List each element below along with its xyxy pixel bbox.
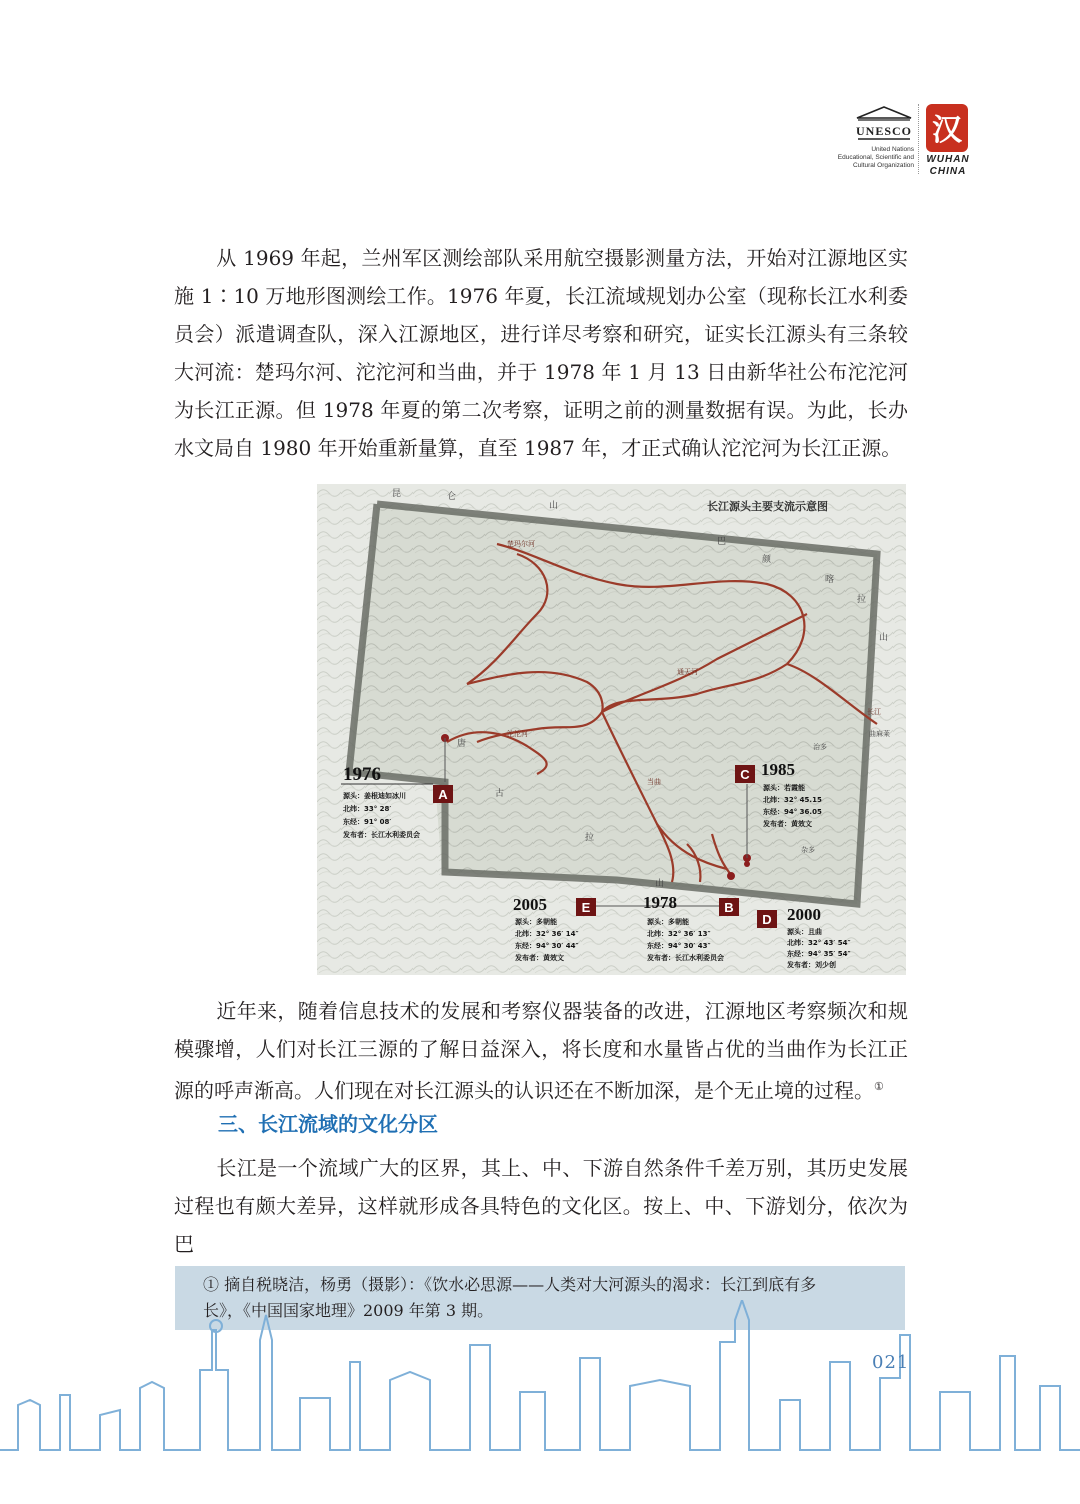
svg-text:北纬：32° 45.15: 北纬：32° 45.15 bbox=[763, 796, 822, 804]
map-label-dangqu: 当曲 bbox=[647, 778, 661, 786]
map-label-changjiang: 长江 bbox=[867, 708, 881, 716]
svg-text:北纬：32° 36′ 14″: 北纬：32° 36′ 14″ bbox=[515, 930, 579, 938]
svg-text:发布者：黄效文: 发布者：黄效文 bbox=[763, 820, 812, 828]
svg-text:北纬：32° 36′ 13″: 北纬：32° 36′ 13″ bbox=[647, 930, 711, 938]
body-paragraph-3: 长江是一个流域广大的区界，其上、中、下游自然条件千差万别，其历史发展过程也有颇大差异，这样就形成各具特色的文化区。按上、中、下游划分，依次为巴 bbox=[174, 1156, 908, 1256]
footnote-line-2: 长》，《中国国家地理》2009 年第 3 期。 bbox=[203, 1301, 494, 1320]
wuhan-seal-glyph: 汉 bbox=[932, 113, 962, 148]
svg-text:北纬：33° 28′: 北纬：33° 28′ bbox=[343, 805, 392, 813]
map-label-zaduo: 杂多 bbox=[801, 846, 815, 854]
wuhan-caption: WUHAN CHINA bbox=[926, 154, 970, 177]
map-label-la-1: 拉 bbox=[857, 595, 867, 605]
map-label-tang: 唐 bbox=[457, 739, 467, 749]
svg-text:东经：94° 30′ 43″: 东经：94° 30′ 43″ bbox=[647, 942, 711, 950]
svg-text:2000: 2000 bbox=[787, 905, 821, 924]
svg-text:C: C bbox=[740, 767, 750, 782]
wuhan-seal-logo bbox=[924, 102, 970, 154]
svg-text:A: A bbox=[438, 787, 448, 802]
map-label-shan-3: 山 bbox=[655, 879, 665, 889]
city-skyline-decoration bbox=[0, 1300, 1080, 1504]
unesco-caption: United Nations Educational, Scientific and Cultural Organization bbox=[837, 146, 914, 169]
map-label-lun: 仑 bbox=[447, 492, 457, 502]
map-label-zhiduo: 治多 bbox=[813, 743, 827, 751]
body-paragraph-1: 从 1969 年起，兰州军区测绘部队采用航空摄影测量方法，开始对江源地区实施 1∶10 万地形图测绘工作。1976 年夏，长江流域规划办公室（现称长江水利委员会）派遣调查队，深入江源地区，进行详尽考察和研究，证实长江源头有三条较大河流：楚玛尔河、沱沱河和当曲，并于 1978 年 1 月 13 日由新华社公布沱沱河为长江正源。但 1978 年夏的第二次考察，证明之前的测量数据有误。为此，长办水文局自 1980 年开始重新量算，直至 1987 年，才正式确认沱沱河为长江正源。 bbox=[174, 246, 908, 460]
svg-text:D: D bbox=[762, 912, 772, 927]
map-label-yan: 颜 bbox=[762, 555, 772, 565]
body-paragraph-2: 近年来，随着信息技术的发展和考察仪器装备的改进，江源地区考察频次和规模骤增，人们对长江三源的了解日益深入，将长度和水量皆占优的当曲作为长江正源的呼声渐高。人们现在对长江源头的认识还在不断加深，是个无止境的过程。① bbox=[174, 999, 908, 1103]
svg-text:源头：且曲: 源头：且曲 bbox=[787, 928, 822, 936]
logo-divider bbox=[918, 104, 919, 174]
section-heading: 三、长江流域的文化分区 bbox=[218, 1112, 438, 1136]
unesco-logo bbox=[855, 106, 913, 144]
svg-text:发布者：长江水利委员会: 发布者：长江水利委员会 bbox=[647, 954, 724, 962]
svg-text:东经：94° 36.05: 东经：94° 36.05 bbox=[763, 808, 822, 816]
svg-text:B: B bbox=[724, 900, 734, 915]
svg-text:东经：94° 30′ 44″: 东经：94° 30′ 44″ bbox=[515, 942, 579, 950]
svg-text:1978: 1978 bbox=[643, 893, 677, 912]
map-label-gu: 古 bbox=[495, 789, 505, 799]
svg-text:E: E bbox=[581, 900, 591, 915]
map-label-shan-1: 山 bbox=[549, 501, 559, 511]
svg-text:东经：94° 35′ 54″: 东经：94° 35′ 54″ bbox=[787, 950, 851, 958]
map-label-tongtian: 通天河 bbox=[677, 668, 698, 676]
map-label-tuotuo: 沱沱河 bbox=[507, 730, 528, 738]
map-label-shan-2: 山 bbox=[879, 633, 889, 643]
map-label-qumalai: 曲麻莱 bbox=[869, 730, 890, 738]
svg-text:北纬：32° 43′ 54″: 北纬：32° 43′ 54″ bbox=[787, 939, 851, 947]
footnote-reference[interactable]: ① bbox=[874, 1080, 884, 1093]
map-label-chumaer: 楚玛尔河 bbox=[507, 540, 535, 548]
map-label-kun: 昆 bbox=[392, 489, 402, 499]
yangtze-source-map bbox=[317, 484, 906, 975]
svg-text:发布者：黄效文: 发布者：黄效文 bbox=[515, 954, 564, 962]
map-label-la-2: 拉 bbox=[585, 833, 595, 843]
footnote-line-1: ① 摘自税晓洁，杨勇（摄影）：《饮水必思源——人类对大河源头的渴求：长江到底有多 bbox=[203, 1275, 817, 1294]
svg-text:发布者：刘少创: 发布者：刘少创 bbox=[787, 961, 836, 969]
svg-text:源头：多朝能: 源头：多朝能 bbox=[647, 918, 689, 926]
map-label-ba: 巴 bbox=[717, 537, 727, 547]
svg-text:源头：多朝能: 源头：多朝能 bbox=[515, 918, 557, 926]
unesco-wordmark: UNESCO bbox=[855, 124, 913, 138]
svg-text:东经：91° 08′: 东经：91° 08′ bbox=[343, 818, 392, 826]
map-title: 长江源头主要支流示意图 bbox=[707, 500, 828, 513]
svg-text:1976: 1976 bbox=[343, 764, 381, 785]
svg-text:发布者：长江水利委员会: 发布者：长江水利委员会 bbox=[343, 831, 420, 839]
map-label-ka: 喀 bbox=[825, 575, 835, 585]
svg-text:1985: 1985 bbox=[761, 760, 795, 779]
svg-text:2005: 2005 bbox=[513, 895, 547, 914]
header-logos bbox=[830, 100, 990, 180]
page-number: 021 bbox=[872, 1352, 910, 1373]
svg-text:源头：姜根迪如冰川: 源头：姜根迪如冰川 bbox=[343, 792, 406, 800]
svg-text:源头：若霞能: 源头：若霞能 bbox=[763, 784, 805, 792]
